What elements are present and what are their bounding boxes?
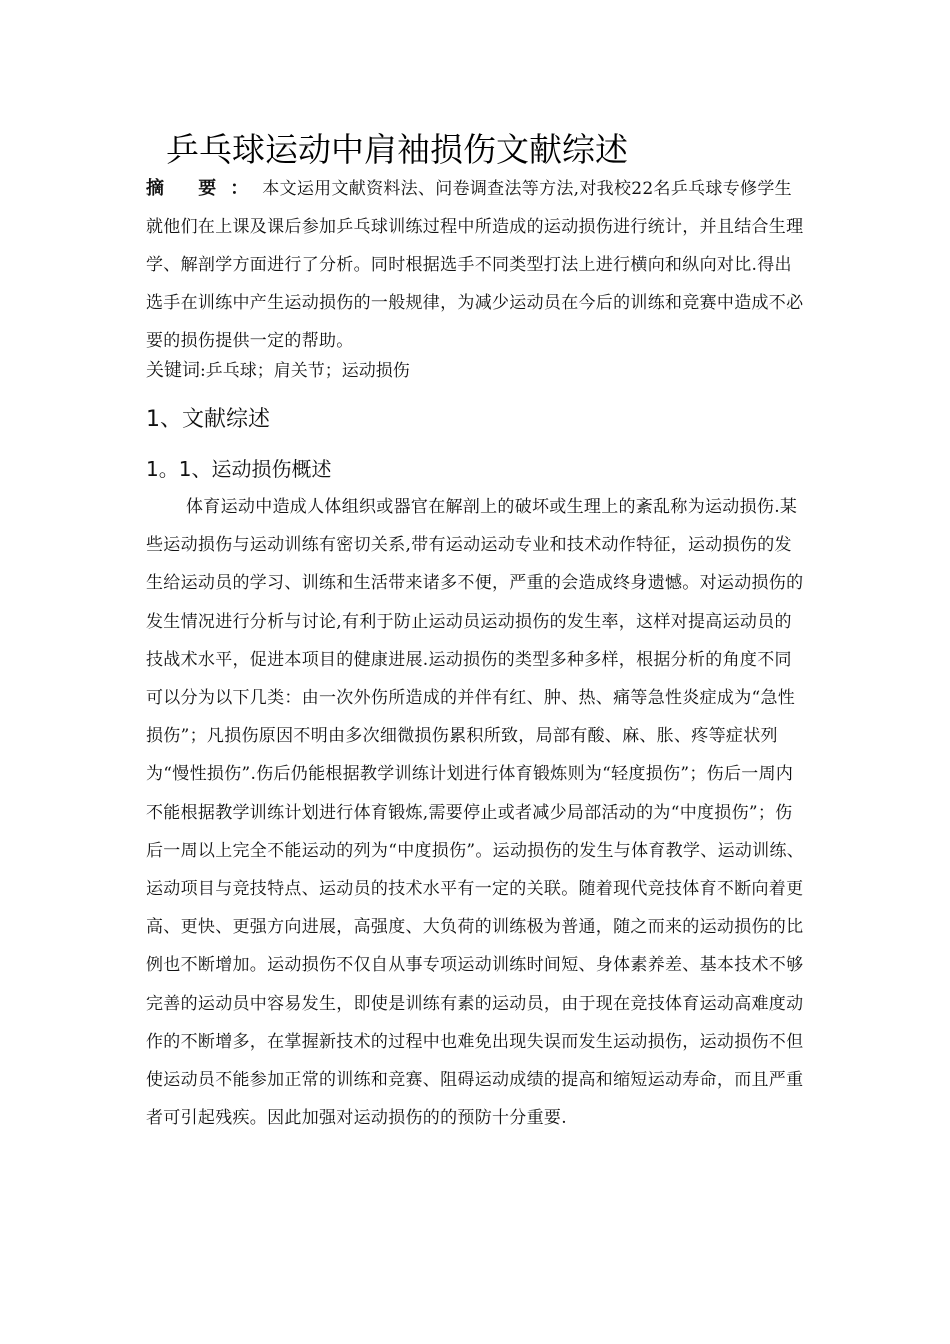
abstract <box>146 170 808 360</box>
abstract-text: 本文运用文献资料法、问卷调查法等方法,对我校22名乒乓球专修学生就他们在上课及课后参加乒乓球训练过程中所造成的运动损伤进行统计，并且结合生理学、解剖学方面进行了分析。同时根据选手不同类型打法上进行横向和纵向对比.得出选手在训练中产生运动损伤的一般规律，为减少运动员在今后的训练和竞赛中造成不必要的损伤提供一定的帮助。 <box>146 179 804 351</box>
keywords-text: :乒乓球；肩关节；运动损伤 <box>200 361 410 381</box>
body-paragraph: 体育运动中造成人体组织或器官在解剖上的破坏或生理上的紊乱称为运动损伤.某些运动损伤与运动训练有密切关系,带有运动运动专业和技术动作特征，运动损伤的发生给运动员的学习、训练和生活带来诸多不便，严重的会造成终身遗憾。对运动损伤的发生情况进行分析与讨论,有利于防止运动员运动损伤的发生率，这样对提高运动员的技战术水平，促进本项目的健康进展.运动损伤的类型多种多样，根据分析的角度不同可以分为以下几类：由一次外伤所造成的并伴有红、肿、热、痛等急性炎症成为“急性损伤”；凡损伤原因不明由多次细微损伤累积所致，局部有酸、麻、胀、疼等症状列为“慢性损伤”.伤后仍能根据教学训练计划进行体育锻炼则为“轻度损伤”；伤后一周内不能根据教学训练计划进行体育锻炼,需要停止或者减少局部活动的为“中度损伤”；伤后一周以上完全不能运动的列为“中度损伤”。运动损伤的发生与体育教学、运动训练、运动项目与竞技特点、运动员的技术水平有一定的关联。随着现代竞技体育不断向着更高、更快、更强方向进展，高强度、大负荷的训练极为普通，随之而来的运动损伤的比例也不断增加。运动损伤不仅自从事专项运动训练时间短、身体素养差、基本技术不够完善的运动员中容易发生，即使是训练有素的运动员，由于现在竞技体育运动高难度动作的不断增多，在掌握新技术的过程中也难免出现失误而发生运动损伤，运动损伤不但使运动员不能参加正常的训练和竞赛、阻碍运动成绩的提高和缩短运动寿命，而且严重者可引起残疾。因此加强对运动损伤的的预防十分重要. <box>146 497 805 1129</box>
keywords <box>146 353 808 389</box>
subsection-heading: 1。1、运动损伤概述 <box>146 457 332 481</box>
keywords-label: 关键词 <box>146 360 200 381</box>
document-title: 乒乓球运动中肩袖损伤文献综述 <box>166 130 628 169</box>
section-heading: 1、文献综述 <box>146 407 270 432</box>
abstract-label: 摘 要： <box>146 178 263 199</box>
